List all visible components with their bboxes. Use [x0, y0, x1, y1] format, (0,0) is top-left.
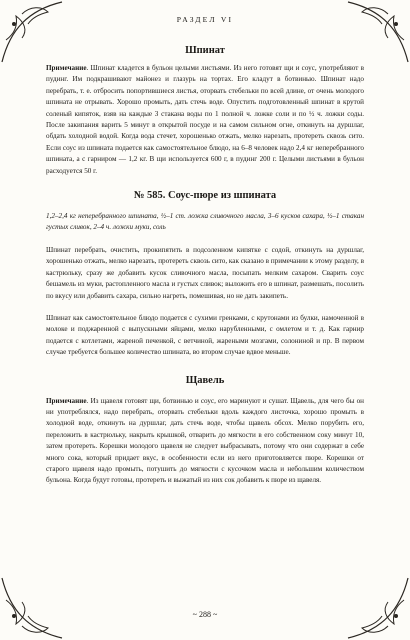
sorrel-note-label: Примечание: [46, 396, 87, 405]
recipe-paragraph-2: Шпинат как самостоятельное блюдо подается с сухими гренками, с крутонами из булки, намоченной в молоке и поджаренной с выпускными яйцами, мелко нарубленными, с омлетом и т. д. Как гарнир подается с котлетами, жареной печенкой, с ветчиной, жареными мозгами, солониной и пр. В первом случае требуется большее количество шпината, во втором случае вдвое меньше.: [46, 313, 364, 357]
corner-ornament-bottom-right: [340, 570, 410, 640]
sorrel-note: [46, 396, 364, 487]
page-body: [46, 34, 364, 487]
spinach-note: [46, 63, 364, 177]
spinach-note-label: Примечание: [46, 64, 87, 72]
section-title-sorrel: Щавель: [185, 374, 225, 386]
corner-ornament-bottom-left: [0, 570, 70, 640]
recipe-paragraph-1: Шпинат перебрать, очистить, прокипятить в подсоленном кипятке с содой, откинуть на дуршлаг, хорошенько отжать, мелко нарезать, протереть сквозь сито, как сказано в примечании к этому разделу, в кастрюльку, сразу же добавить кусок сливочного масла, посыпать мелким сахаром. Сварить соус бешамель из муки, растопленного масла и густых сливок; выложить его в шпинат, размешать, посолить по вкусу или добавить сахара, сильно нагреть, помешивая, но не дать закипеть.: [46, 245, 364, 300]
running-head: РАЗДЕЛ VI: [176, 15, 234, 24]
page-number: ~ 288 ~: [192, 610, 218, 619]
recipe-title-585: № 585. Соус-пюре из шпината: [133, 190, 277, 202]
sorrel-note-text: . Из щавеля готовят щи, ботвинью и соус, его маринуют и сушат. Щавель, для чего бы он ни употреблялся, надо перебрать, оторвать стебельки вдоль каждого листочка, хорошо промыть в холодной воде, откинуть на дуршлаг, дать стечь воде, чтобы щавель обсох. Мелко порубить его, переложить в кастрюльку, накрыть крышкой, отварить до мягкости в его собственном соку минут 10, затем протереть. Корешки молодого щавеля не следует выбрасывать, потому что они содержат в себе много сока, который придает вкус, в особенности если из него приготовляется пюре. Корешки от старого щавеля надо промыть, потушить до мягкости с кусочком масла и небольшим количеством бульона. Когда будут готовы, протереть и выжатый из них сок добавить к пюре из щавеля.: [46, 396, 364, 485]
spinach-note-text: . Шпинат кладется в бульон целыми листьями. Из него готовят щи и соус, употребляют в пудинг. Им подкрашивают майонез и глазурь на тортах. Его кладут в ботвинью. Шпинат надо перебрать, т. е. отбросить попортившиеся листья, оторвать стебельки по всей длине, от очень молодого шпината не отрывать. Хорошо промыть, дать стечь воде. Опустить подготовленный шпинат в крутой соленый кипяток, взяв на каждые 3 стакана воды по 1 полной ч. ложке соли и по ½ ч. ложки соды. После закипания варить 5 минут в открытой посуде и на самом сильном огне, откинуть на дуршлаг, обдать холодной водой. Когда вода стечет, хорошенько отжать, мелко нарезать, протереть сквозь сито. Если соус из шпината подается как самостоятельное блюдо, на 6–8 человек надо 2,4 кг неперебранного шпината, а с гарниром — 1,2 кг. В щи используется 600 г, в пудинг 200 г. Целыми листьями в бульон расходуется 50 г.: [46, 64, 364, 175]
section-title-spinach: Шпинат: [185, 45, 225, 56]
recipe-ingredients: 1,2–2,4 кг неперебранного шпината, ½–1 ст. ложка сливочного масла, 3–6 кусков сахара, ½–1 стакан густых сливок, 2–4 ч. ложки муки, соль: [46, 212, 364, 232]
